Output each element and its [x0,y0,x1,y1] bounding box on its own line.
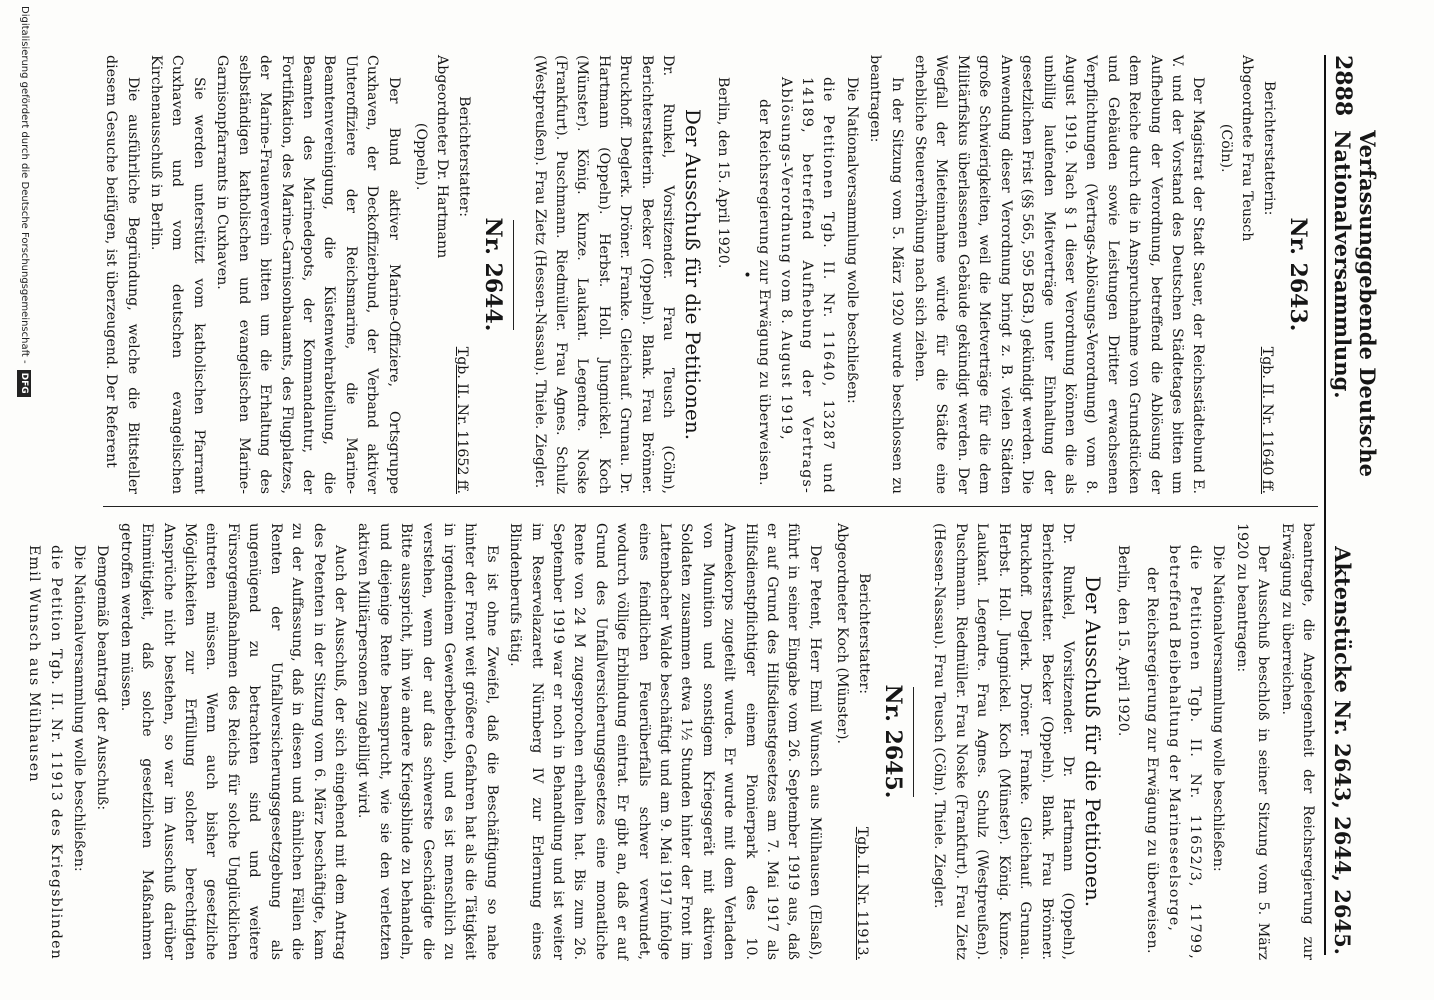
digitization-credit [14,0,34,1000]
document-numbers: Aktenstücke Nr. 2643, 2644, 2645. [1330,546,1355,955]
rapporteur-label: Berichterstatterin: [1260,80,1277,216]
doc-number-2643: Nr. 2643. [1285,217,1311,332]
rapporteur-block-2645 [831,523,874,960]
running-title: Verfassunggebende Deutsche Nationalversammlung. [1330,130,1380,478]
date-line: Berlin, den 15. April 1920. [1114,545,1131,737]
motion-body: die Petition Tgb. II. Nr. 11913 des Kriegsblinden Emil Wunsch aus Mülhausen [26,545,64,960]
rapporteur-block-2643 [1214,55,1278,494]
paragraph: Der Bund aktiver Marine-Offiziere, Ortsgruppe Cuxhaven, der Deckoffizierbund, der Verband aktiver Unteroffiziere der Reichsmarine, die Marine-Beamtenvereinigung, die Küstenwehrabteilung, die Beamten des Marinedepots, der Kommandantur, der Fortifikation, des Marine-Garnisonbauamts, des Flugplatzes, der Marine-Frauenverein bitten um die Erhaltung des selbständigen katholischen und evangelischen Marine-Garnisonpfarramts in Cuxhaven. [214,55,402,494]
paragraph: Auch der Ausschuß, der sich eingehend mit dem Antrag des Petenten in der Sitzung vom 6. März beschäftigte, kam zu der Auffassung, daß in diesen und ähnlichen Fällen die Renten der Unfallversicherungsgesetzgebung als ungenügend zu betrachten sind und weitere Fürsorgemaßnahmen des Reichs für solche Unglücklichen eintreten müssen. Wenn auch bisher gesetzliche Möglichkeiten zur Erfüllung solcher berechtigten Ansprüche nicht bestehen, so war im Ausschuß darüber Einmütigkeit, daß solche gesetzlichen Maßnahmen getroffen werden müssen. [117,523,348,960]
paragraph: beantragte, die Angelegenheit der Reichsregierung zur Erwägung zu überreichen. [1278,523,1316,960]
rapporteur-label: Berichterstatter: [855,573,872,694]
bullet-mark: • [737,270,754,279]
dfg-logo: DFG [17,370,31,397]
right-column [26,515,1318,960]
section-divider [513,220,514,330]
committee-heading: Der Ausschuß für die Petitionen. [681,108,706,441]
doc-number-2644: Nr. 2644. [480,217,507,332]
doc-number-2645: Nr. 2645. [880,684,907,799]
rapporteur-city: (Oppeln). [412,122,429,191]
rapporteur-name: Abgeordneter Koch (Münster). [834,523,851,745]
rapporteur-2643 [1214,55,1278,241]
motion-text [1141,545,1205,960]
rapporteur-city: (Cöln). [1217,123,1234,173]
journal-reference: Tgb. II. Nr. 11913. [853,826,870,960]
paragraph: Der Petent, Herr Emil Wunsch aus Mülhausen (Elsaß), führt in seiner Eingabe vom 26. September 1919 aus, daß er auf Grund des Hilfsdienstgesetzes am 7. Mai 1917 als Hilfsdienstpflichtiger einem Pionierpark des 10. Armeekorps zugeteilt wurde. Er wurde mit dem Verladen von Munition und sonstigem Kriegsgerät mit aktiven Soldaten zusammen etwa 1½ Stunden hinter der Front im Lattenbacher Walde beschäftigt und am 9. Mai 1917 infolge eines feindlichen Feuerüberfalls schwer verwundet, wodurch völlige Erblindung eintrat. Er gibt an, daß er auf Grund des Unfallversicherungsgesetzes eine monatliche Rente von 24 M zugesprochen erhalten hat. Bis zum 26. September 1919 war er noch in Behandlung und ist weiter im Reservelazarett Nürnberg IV zur Erlernung eines Blindenberufs tätig. [507,523,823,960]
page-number: 2888 [1330,55,1356,117]
paragraph: Der Ausschuß beschloß in seiner Sitzung vom 5. März 1920 zu beantragen: [1233,523,1272,960]
paragraph: Der Magistrat der Stadt Sauer, der Reichsstädtebund E. V. und der Vorstand des Deutschen Städtetages bitten um Aufhebung der Verordnung, betreffend die Ablösung der dem Reiche durch die in Anspruchnahme von Grundstücken und Gebäuden sowie Leistungen Dritter erwachsenen Verpflichtungen (Vertrags-Ablösungs-Verordnung) vom 8. August 1919. Nach § 1 dieser Verordnung können die als unbillig laufenden Mietverträge unter Einhaltung der gesetzlichen Frist (§§ 565, 595 BGB.) gekündigt werden. Die Anwendung dieser Verordnung bringt z. B. vielen Städten große Schwierigkeiten, weil die Mietverträge für die dem Militärfiskus überlassenen Gebäude gekündigt werden. Der Wegfall der Mieteinnahme würde für die Städte eine erhebliche Steuererhöhung nach sich ziehen. [912,55,1207,494]
paragraph: Sie werden unterstützt vom katholischen Pfarramt Cuxhaven und vom deutschen evangelischen Kirchenausschuß in Berlin. [148,55,207,494]
journal-reference: Tgb. II. Nr. 11652 ff. [453,346,470,494]
motion-tail: der Reichsregierung zur Erwägung zu überweisen. [756,99,773,486]
paragraph: Die ausführliche Begründung, welche die Bittsteller diesem Gesuche beifügen, ist überzeugend. Der Referent [103,55,141,494]
date-line: Berlin, den 15. April 1920. [714,77,731,269]
motion-body: die Petitionen Tgb. II. Nr. 11640, 13287 und 14189, betreffend Aufhebung der Vertrags-Ablösungs-Verordnung vom 8. August 1919, [777,77,837,494]
rapporteur-block-2644 [410,55,474,494]
motion-tail: der Reichsregierung zur Erwägung zu überweisen. [1144,567,1161,954]
rapporteur-label: Berichterstatter: [455,96,472,218]
paragraph: Die Nationalversammlung wolle beschließen: [843,77,860,404]
paragraph: Die Nationalversammlung wolle beschließen: [1210,545,1227,872]
section-divider [913,687,914,797]
motion-text [753,77,839,494]
motion-body: die Petitionen Tgb. II. Nr. 11652/3, 11799, betreffend Beibehaltung der Marineseelsorge, [1165,545,1203,960]
paragraph: In der Sitzung vom 5. März 1920 wurde beschlossen zu beantragen: [867,55,905,494]
credit-text: Digitalisierung gefördert durch die Deutsche Forschungsgemeinschaft - [19,6,30,364]
rapporteur-name: Abgeordneter Dr. Hartmann [434,55,451,259]
paragraph: Es ist ohne Zweifel, daß die Beschäftigung so nahe hinter der Front weit größere Gefahren hat als die Tätigkeit in irgendeinem Gewerbebetrieb, und es ist menschlich zu verstehen, wenn der auf das schwerste Geschädigte die Bitte ausspricht, ihn wie andere Kriegsblinde zu behandeln, und diejenige Rente beansprucht, wie sie den verletzten aktiven Militärpersonen zugebilligt wird. [355,523,500,960]
committee-heading: Der Ausschuß für die Petitionen. [1081,575,1106,908]
rapporteur-2645 [831,523,874,744]
committee-members: Dr. Runkel, Vorsitzender. Dr. Hartmann (Oppeln), Berichterstatter. Becker (Oppeln). Blank. Frau Brönner. Bruckhoff. Deglerk. Dröner. Franke. Gleichauf. Grunau. Herbst. Holl. Jungnickel. Koch (Münster). König. Kunze. Laukant. Legendre. Frau Agnes. Schulz (Westpreußen). Puschmann. Riedmüller. Frau Noske (Frankfurt). Frau Zietz (Hessen-Nassau). Frau Teusch (Cöln). Thiele. Ziegler. [931,523,1076,960]
page-header [1324,55,1380,955]
rapporteur-name: Abgeordnete Frau Teusch [1239,55,1256,242]
committee-members: Dr. Runkel, Vorsitzender. Frau Teusch (Cöln), Berichterstatterin. Becker (Oppeln). Blank. Frau Brönner. Bruckhoff. Deglerk. Dröner. Franke. Gleichauf. Grunau. Dr. Hartmann (Oppeln). Herbst. Holl. Jungnickel. Koch (Münster). König. Kunze. Laukant. Legendre. Noske (Frankfurt). Puschmann. Riedmüller. Frau Agnes. Schulz (Westpreußen). Frau Zietz (Hessen-Nassau). Thiele. Ziegler. [531,55,677,494]
paragraph: Die Nationalversammlung wolle beschließen: [71,545,88,872]
paragraph: Demgemäß beantragt der Ausschuß: [94,545,111,811]
rapporteur-2644 [410,55,474,258]
journal-reference: Tgb. II. Nr. 11640 ff. [1258,346,1275,494]
left-column [103,55,1318,507]
